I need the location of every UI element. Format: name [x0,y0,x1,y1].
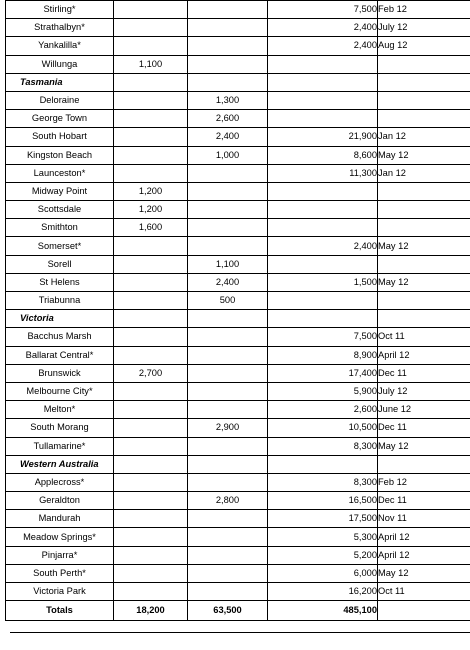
value-cell-1 [114,255,188,273]
location-cell: Ballarat Central* [6,346,114,364]
value-cell-2 [188,1,268,19]
location-cell: Yankalilla* [6,37,114,55]
value-cell-3: 2,600 [268,401,378,419]
value-cell-1 [114,382,188,400]
table-body [6,1,470,621]
empty-cell [188,455,268,473]
table-row [6,182,470,200]
value-cell-1 [114,37,188,55]
date-cell [378,255,470,273]
value-cell-2 [188,328,268,346]
bottom-rule [10,632,470,633]
location-cell: Applecross* [6,473,114,491]
table-row [6,237,470,255]
location-cell: Melbourne City* [6,382,114,400]
table-row [6,401,470,419]
value-cell-2 [188,473,268,491]
table-row [6,382,470,400]
table-row [6,546,470,564]
value-cell-3 [268,219,378,237]
date-cell: Dec 11 [378,492,470,510]
value-cell-2: 63,500 [188,601,268,621]
location-cell: Willunga [6,55,114,73]
date-cell: Dec 11 [378,364,470,382]
value-cell-3: 8,300 [268,437,378,455]
empty-cell [114,455,188,473]
value-cell-3: 17,500 [268,510,378,528]
location-cell: Tullamarine* [6,437,114,455]
date-cell [378,91,470,109]
table-row [6,37,470,55]
value-cell-2 [188,546,268,564]
table-row [6,364,470,382]
empty-cell [114,310,188,328]
value-cell-2: 2,400 [188,273,268,291]
value-cell-3: 17,400 [268,364,378,382]
date-cell: Nov 11 [378,510,470,528]
value-cell-1 [114,473,188,491]
table-row [6,583,470,601]
value-cell-3: 16,500 [268,492,378,510]
empty-cell [378,455,470,473]
value-cell-1 [114,564,188,582]
table-row [6,292,470,310]
date-cell: May 12 [378,237,470,255]
table-row [6,1,470,19]
value-cell-2: 1,000 [188,146,268,164]
table-row [6,201,470,219]
table-row [6,437,470,455]
value-cell-3: 485,100 [268,601,378,621]
value-cell-3: 2,400 [268,37,378,55]
empty-cell [114,73,188,91]
table-row [6,510,470,528]
value-cell-2: 2,600 [188,110,268,128]
value-cell-1 [114,146,188,164]
value-cell-3 [268,201,378,219]
date-cell: May 12 [378,437,470,455]
date-cell [378,55,470,73]
value-cell-1: 18,200 [114,601,188,621]
location-cell: Victoria Park [6,583,114,601]
date-cell [378,292,470,310]
date-cell: Aug 12 [378,37,470,55]
date-cell: June 12 [378,401,470,419]
value-cell-3: 8,900 [268,346,378,364]
date-cell: Oct 11 [378,583,470,601]
section-header-row [6,73,470,91]
date-cell: May 12 [378,146,470,164]
value-cell-3 [268,55,378,73]
empty-cell [378,73,470,91]
value-cell-3: 5,300 [268,528,378,546]
value-cell-1 [114,328,188,346]
location-cell: Launceston* [6,164,114,182]
table-row [6,128,470,146]
table-row [6,91,470,109]
section-title: Victoria [6,310,114,328]
value-cell-2: 500 [188,292,268,310]
location-cell: Midway Point [6,182,114,200]
table-row [6,19,470,37]
date-cell: Jan 12 [378,128,470,146]
value-cell-1 [114,164,188,182]
value-cell-1 [114,237,188,255]
value-cell-2 [188,164,268,182]
value-cell-3: 7,500 [268,1,378,19]
value-cell-1: 1,200 [114,182,188,200]
table-row [6,346,470,364]
value-cell-1: 2,700 [114,364,188,382]
value-cell-3: 8,600 [268,146,378,164]
totals-row [6,601,470,621]
value-cell-3: 5,900 [268,382,378,400]
value-cell-1 [114,110,188,128]
value-cell-2 [188,401,268,419]
empty-cell [268,310,378,328]
value-cell-1 [114,128,188,146]
value-cell-1 [114,91,188,109]
location-cell: Smithton [6,219,114,237]
value-cell-2 [188,55,268,73]
date-cell [378,601,470,621]
location-cell: Scottsdale [6,201,114,219]
section-header-row [6,310,470,328]
value-cell-3: 8,300 [268,473,378,491]
value-cell-2 [188,201,268,219]
date-cell: April 12 [378,528,470,546]
section-title: Western Australia [6,455,114,473]
location-cell: Deloraine [6,91,114,109]
location-cell: Stirling* [6,1,114,19]
value-cell-3: 11,300 [268,164,378,182]
location-cell: Geraldton [6,492,114,510]
empty-cell [188,73,268,91]
table-row [6,110,470,128]
value-cell-2 [188,219,268,237]
location-cell: South Morang [6,419,114,437]
date-cell [378,182,470,200]
value-cell-1 [114,583,188,601]
table-row [6,564,470,582]
value-cell-1: 1,600 [114,219,188,237]
table-row [6,219,470,237]
location-cell: South Hobart [6,128,114,146]
table-row [6,528,470,546]
value-cell-2 [188,182,268,200]
location-cell: Bacchus Marsh [6,328,114,346]
locations-table [5,0,470,621]
empty-cell [268,455,378,473]
value-cell-3 [268,292,378,310]
value-cell-1: 1,100 [114,55,188,73]
value-cell-1 [114,419,188,437]
table-row [6,419,470,437]
value-cell-3: 6,000 [268,564,378,582]
value-cell-1: 1,200 [114,201,188,219]
location-cell: Strathalbyn* [6,19,114,37]
table-row [6,328,470,346]
value-cell-2 [188,583,268,601]
location-cell: Brunswick [6,364,114,382]
table-row [6,255,470,273]
value-cell-3: 16,200 [268,583,378,601]
value-cell-3 [268,110,378,128]
value-cell-1 [114,346,188,364]
date-cell: April 12 [378,346,470,364]
location-cell: Triabunna [6,292,114,310]
value-cell-2 [188,237,268,255]
empty-cell [188,310,268,328]
value-cell-2: 1,100 [188,255,268,273]
value-cell-2 [188,364,268,382]
value-cell-2: 2,400 [188,128,268,146]
value-cell-2 [188,437,268,455]
value-cell-3: 10,500 [268,419,378,437]
date-cell: July 12 [378,19,470,37]
value-cell-2 [188,510,268,528]
value-cell-3: 5,200 [268,546,378,564]
location-cell: Totals [6,601,114,621]
date-cell: May 12 [378,564,470,582]
value-cell-1 [114,1,188,19]
value-cell-3: 21,900 [268,128,378,146]
location-cell: South Perth* [6,564,114,582]
value-cell-2: 2,900 [188,419,268,437]
table-row [6,146,470,164]
value-cell-2: 1,300 [188,91,268,109]
value-cell-2 [188,37,268,55]
value-cell-3: 7,500 [268,328,378,346]
date-cell: July 12 [378,382,470,400]
date-cell: Oct 11 [378,328,470,346]
location-cell: Mandurah [6,510,114,528]
value-cell-2 [188,19,268,37]
table-row [6,164,470,182]
value-cell-2 [188,382,268,400]
value-cell-1 [114,401,188,419]
value-cell-1 [114,546,188,564]
date-cell: Feb 12 [378,473,470,491]
date-cell: Dec 11 [378,419,470,437]
date-cell [378,110,470,128]
value-cell-1 [114,292,188,310]
value-cell-1 [114,510,188,528]
document-page [5,0,470,621]
date-cell [378,201,470,219]
location-cell: Meadow Springs* [6,528,114,546]
location-cell: Kingston Beach [6,146,114,164]
value-cell-3: 1,500 [268,273,378,291]
value-cell-3 [268,182,378,200]
date-cell [378,219,470,237]
date-cell: Jan 12 [378,164,470,182]
table-row [6,492,470,510]
location-cell: Melton* [6,401,114,419]
value-cell-1 [114,19,188,37]
value-cell-1 [114,528,188,546]
table-row [6,473,470,491]
table-row [6,55,470,73]
date-cell: April 12 [378,546,470,564]
table-row [6,273,470,291]
section-header-row [6,455,470,473]
value-cell-2 [188,528,268,546]
value-cell-3 [268,91,378,109]
value-cell-3: 2,400 [268,19,378,37]
value-cell-1 [114,492,188,510]
value-cell-1 [114,437,188,455]
value-cell-2: 2,800 [188,492,268,510]
empty-cell [268,73,378,91]
location-cell: Sorell [6,255,114,273]
value-cell-3 [268,255,378,273]
location-cell: Somerset* [6,237,114,255]
date-cell: Feb 12 [378,1,470,19]
value-cell-3: 2,400 [268,237,378,255]
section-title: Tasmania [6,73,114,91]
date-cell: May 12 [378,273,470,291]
location-cell: St Helens [6,273,114,291]
location-cell: Pinjarra* [6,546,114,564]
value-cell-1 [114,273,188,291]
location-cell: George Town [6,110,114,128]
value-cell-2 [188,564,268,582]
empty-cell [378,310,470,328]
value-cell-2 [188,346,268,364]
